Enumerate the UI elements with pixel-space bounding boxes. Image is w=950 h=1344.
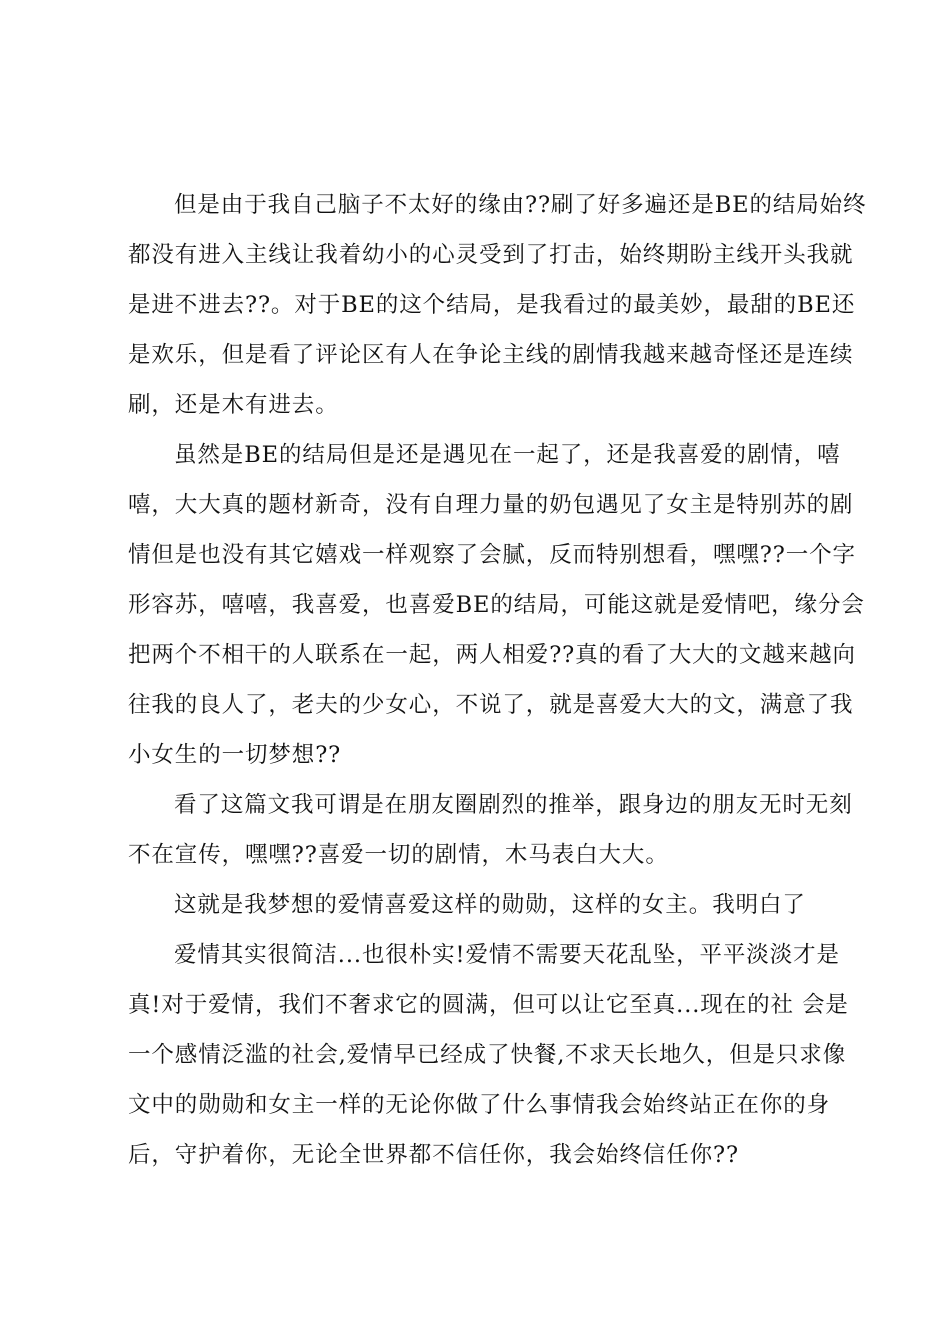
text-line: 把两个不相干的人联系在一起，两人相爱??真的看了大大的文越来越向 (128, 642, 856, 668)
text-line: 后，守护着你，无论全世界都不信任你，我会始终信任你?? (128, 1142, 739, 1168)
text-line: 这就是我梦想的爱情喜爱这样的勋勋，这样的女主。我明白了 (174, 892, 806, 918)
text-line: 真!对于爱情，我们不奢求它的圆满，但可以让它至真...现在的社 会是 (128, 992, 849, 1018)
text-line: 嘻，大大真的题材新奇，没有自理力量的奶包遇见了女主是特别苏的剧 (128, 492, 854, 518)
text-line: 都没有进入主线让我着幼小的心灵受到了打击，始终期盼主线开头我就 (128, 242, 854, 268)
text-line: 是进不进去??。对于BE的这个结局，是我看过的最美妙，最甜的BE还 (128, 292, 856, 318)
paragraph-3 (128, 780, 853, 880)
paragraph-1 (128, 180, 867, 430)
text-line: 往我的良人了，老夫的少女心，不说了，就是喜爱大大的文，满意了我 (128, 692, 854, 718)
text-line: 虽然是BE的结局但是还是遇见在一起了，还是我喜爱的剧情，嘻 (174, 442, 841, 468)
text-line: 但是由于我自己脑子不太好的缘由??刷了好多遍还是BE的结局始终 (174, 192, 867, 218)
text-line: 一个感情泛滥的社会,爱情早已经成了快餐,不求天长地久，但是只求像 (128, 1042, 847, 1068)
document-body (128, 180, 867, 1180)
paragraph-2 (128, 430, 865, 780)
paragraph-4 (128, 880, 833, 930)
text-line: 文中的勋勋和女主一样的无论你做了什么事情我会始终站正在你的身 (128, 1092, 831, 1118)
text-line: 看了这篇文我可谓是在朋友圈剧烈的推举，跟身边的朋友无时无刻 (174, 792, 853, 818)
text-line: 爱情其实很简洁...也很朴实!爱情不需要天花乱坠，平平淡淡才是 (174, 942, 840, 968)
text-line: 小女生的一切梦想?? (128, 742, 342, 768)
text-line: 刷，还是木有进去。 (128, 392, 339, 418)
text-line: 不在宣传，嘿嘿??喜爱一切的剧情，木马表白大大。 (128, 842, 669, 868)
text-line: 是欢乐，但是看了评论区有人在争论主线的剧情我越来越奇怪还是连续 (128, 342, 854, 368)
paragraph-5 (128, 930, 849, 1180)
text-line: 情但是也没有其它嬉戏一样观察了会腻，反而特别想看，嘿嘿??一个字 (128, 542, 856, 568)
text-line: 形容苏，嘻嘻，我喜爱，也喜爱BE的结局，可能这就是爱情吧，缘分会 (128, 592, 865, 618)
